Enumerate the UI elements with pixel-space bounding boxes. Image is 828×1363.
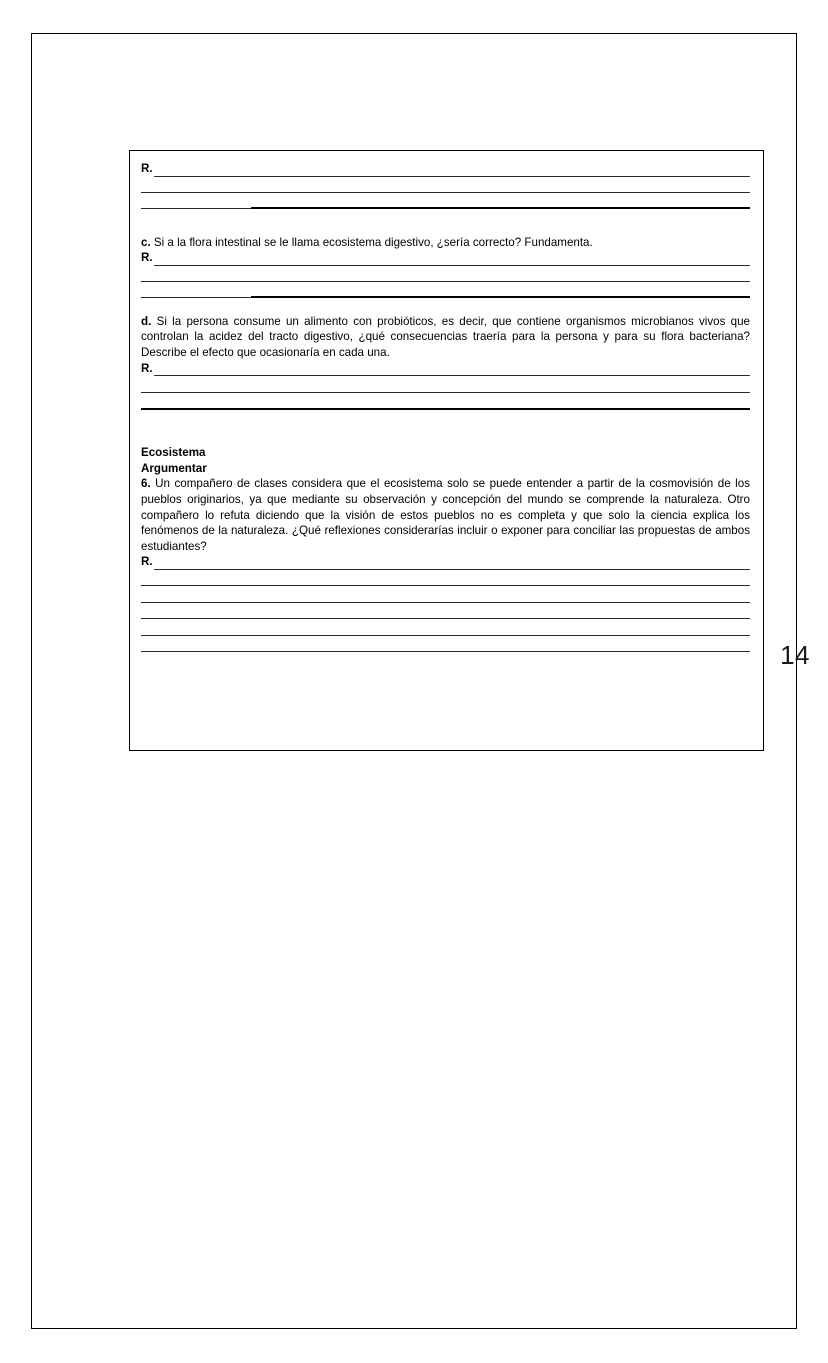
answer-rule[interactable] [141,376,750,393]
answer-label: R. [141,555,153,569]
answer-rule-segment[interactable] [251,193,750,209]
answer-label: R. [141,361,153,375]
section-heading-argumentar: Argumentar [141,461,207,475]
question-item-6 [141,476,750,554]
answer-first-line[interactable] [141,554,750,570]
answer-rule[interactable] [154,364,750,376]
answer-rule[interactable] [141,603,750,620]
question-text-6: Un compañero de clases considera que el ecosistema solo se puede entender a partir de la cosmovisión de los pueblos originarios, ya que mediante su observación y concepción del mundo se comprende la naturaleza. Otro compañero lo refuta diciendo que la visión de estos pueblos no es completa y que solo la ciencia explica los fenómenos de la naturaleza. ¿Qué reflexiones considerarías incluir o exponer para conciliar las propuestas de ambos estudiantes? [141,477,750,553]
answer-rule[interactable] [141,393,750,411]
answer-rule[interactable] [141,266,750,283]
answer-label: R. [141,162,153,175]
answer-rule[interactable] [141,570,750,587]
answer-rule[interactable] [154,254,750,266]
answer-first-line[interactable] [141,361,750,377]
question-item-d [141,314,750,361]
answer-first-line[interactable] [141,250,750,266]
answer-rule[interactable] [141,193,750,209]
spacer [141,410,750,436]
answer-rule[interactable] [154,558,750,570]
answer-block-6[interactable] [141,554,750,652]
spacer [141,436,750,445]
question-text-d: Si la persona consume un alimento con probióticos, es decir, que contiene organismos microbianos vivos que controlan la acidez del tracto digestivo, ¿qué consecuencias traería para la persona y para su flora bacteriana? Describe el efecto que ocasionaría en cada una. [141,314,750,359]
answer-rule-segment[interactable] [141,194,251,209]
page-number: 14 [780,640,810,670]
answer-rule[interactable] [154,165,750,177]
answer-rule-segment[interactable] [251,282,750,298]
answer-label: R. [141,251,153,265]
spacer [141,298,750,314]
spacer [141,209,750,235]
answer-block-top[interactable] [141,161,750,209]
answer-first-line[interactable] [141,161,750,177]
answer-block-d[interactable] [141,361,750,411]
question-item-c [141,235,750,251]
worksheet-content-box [129,150,764,751]
page-border [31,33,797,1329]
question-marker-6: 6. [141,477,151,491]
question-marker-d: d. [141,314,152,328]
question-marker-c: c. [141,235,151,249]
answer-rule[interactable] [141,636,750,653]
answer-rule[interactable] [141,586,750,603]
answer-rule[interactable] [141,619,750,636]
answer-rule[interactable] [141,282,750,298]
answer-rule[interactable] [141,177,750,194]
answer-block-c[interactable] [141,250,750,298]
section-heading-ecosistema: Ecosistema [141,446,206,460]
answer-rule-segment[interactable] [141,283,251,298]
question-text-c: Si a la flora intestinal se le llama ecosistema digestivo, ¿sería correcto? Fundamenta. [150,235,593,249]
